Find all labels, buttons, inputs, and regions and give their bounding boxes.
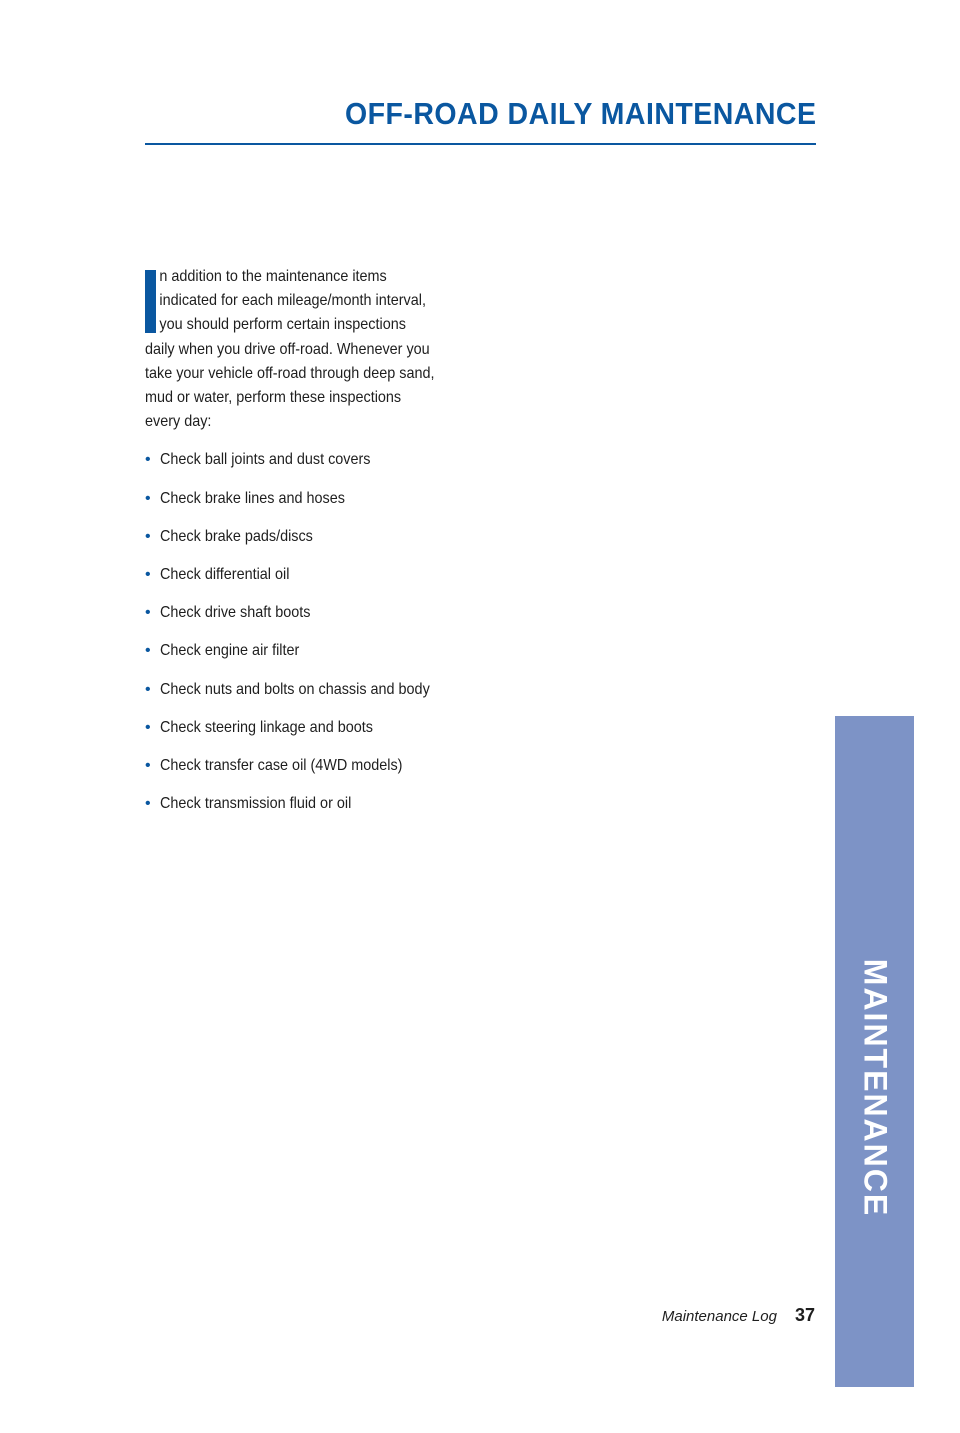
intro-line: mud or water, perform these inspections [145, 389, 402, 407]
list-item [145, 563, 475, 601]
bullet-icon: • [145, 489, 151, 507]
page-number: 37 [794, 1305, 815, 1325]
list-item [145, 487, 475, 525]
intro-line: daily when you drive off-road. Whenever you [145, 340, 430, 358]
list-item [145, 678, 475, 716]
list-item [145, 639, 475, 677]
bullet-icon: • [145, 718, 151, 736]
list-item [145, 792, 475, 830]
intro-line: indicated for each mileage/month interval, [159, 292, 426, 310]
page-footer [662, 1305, 815, 1326]
list-item [145, 601, 475, 639]
list-item-text: Check brake pads/discs [160, 527, 313, 545]
intro-line: every day: [145, 413, 212, 431]
intro-line: n addition to the maintenance items [159, 268, 387, 285]
inspection-checklist [145, 448, 475, 830]
bullet-icon: • [145, 604, 151, 622]
section-tab-label: MAINTENANCE [857, 958, 893, 1217]
list-item [145, 525, 475, 563]
footer-section-name: Maintenance Log [661, 1308, 777, 1325]
list-item [145, 754, 475, 792]
bullet-icon: • [145, 565, 151, 583]
title-divider [145, 143, 816, 145]
bullet-icon: • [145, 527, 151, 545]
list-item-text: Check transfer case oil (4WD models) [160, 756, 403, 774]
list-item-text: Check drive shaft boots [160, 604, 311, 622]
section-side-tab [835, 716, 914, 1387]
list-item-text: Check brake lines and hoses [160, 489, 345, 507]
intro-paragraph [145, 265, 475, 434]
bullet-icon: • [145, 642, 151, 660]
bullet-icon: • [145, 756, 151, 774]
page-title: OFF-ROAD DAILY MAINTENANCE [344, 96, 816, 131]
list-item-text: Check steering linkage and boots [160, 718, 373, 736]
list-item [145, 716, 475, 754]
bullet-icon: • [145, 680, 151, 698]
list-item [145, 448, 475, 486]
bullet-icon: • [145, 451, 151, 469]
list-item-text: Check nuts and bolts on chassis and body [160, 680, 430, 698]
list-item-text: Check transmission fluid or oil [160, 795, 352, 813]
intro-line: take your vehicle off-road through deep sand, [145, 364, 435, 382]
list-item-text: Check differential oil [160, 565, 290, 583]
intro-line: you should perform certain inspections [159, 316, 406, 334]
list-item-text: Check engine air filter [160, 642, 300, 660]
main-content [145, 265, 475, 830]
bullet-icon: • [145, 795, 151, 813]
list-item-text: Check ball joints and dust covers [160, 451, 371, 469]
